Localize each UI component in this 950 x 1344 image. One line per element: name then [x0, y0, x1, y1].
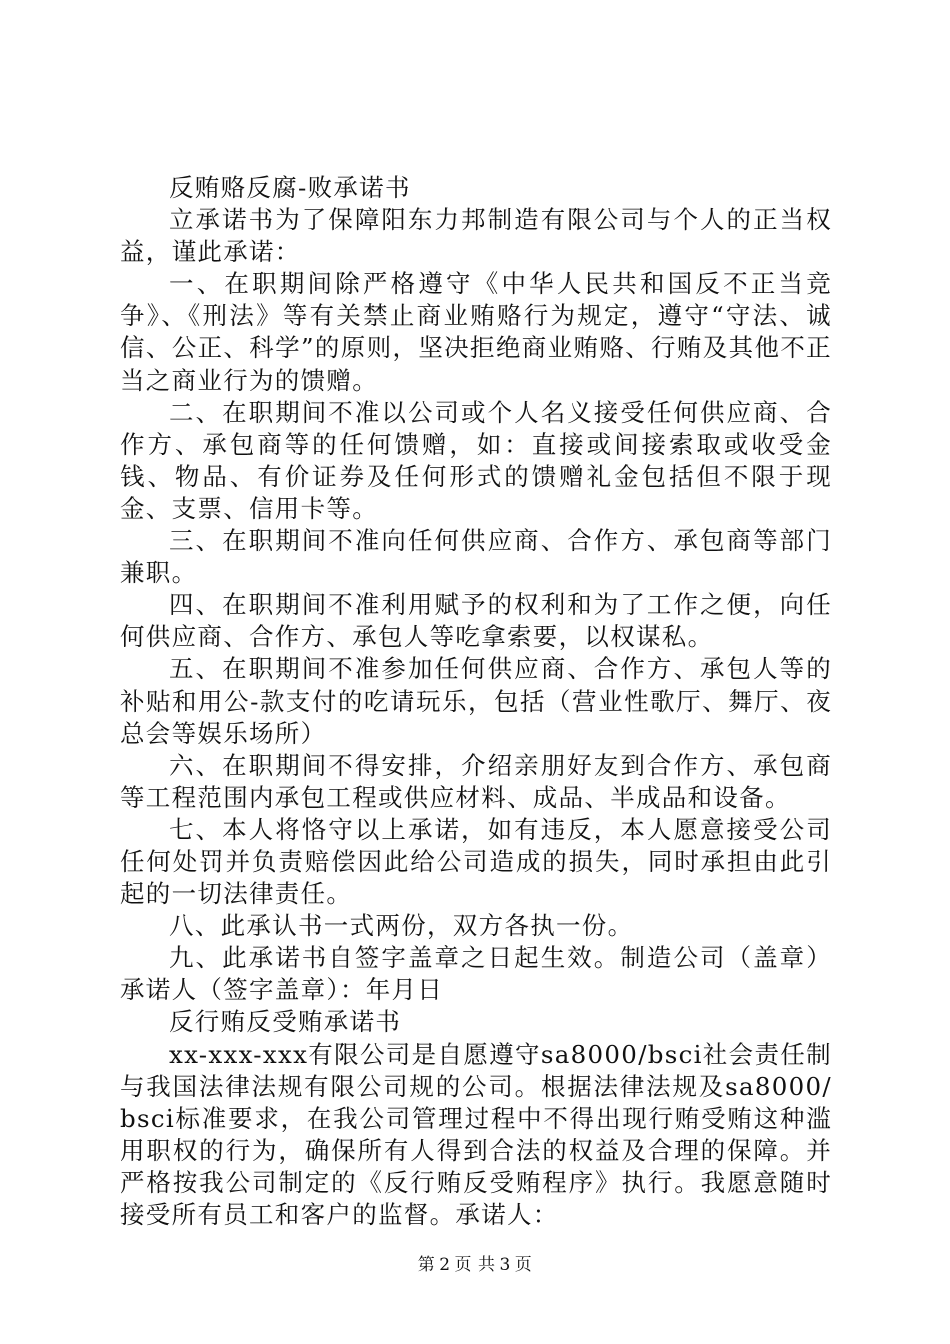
clause-8: 八、此承认书一式两份，双方各执一份。	[169, 911, 634, 941]
clause-9-signature: 九、此承诺书自签字盖章之日起生效。制造公司（盖章）承诺人（签字盖章）：年月日	[120, 943, 832, 1005]
second-body: xx-xxx-xxx有限公司是自愿遵守sa8000/bsci社会责任制与我国法律法规有限公司规的公司。根据法律法规及sa8000/bsci标准要求，在我公司管理过程中不得出现行贿受贿这种滥用职权的行为，确保所有人得到合法的权益及合理的保障。并严格按我公司制定的《反行贿反受贿程序》执行。我愿意随时接受所有员工和客户的监督。承诺人：	[120, 1039, 832, 1229]
clause-4: 四、在职期间不准利用赋予的权利和为了工作之便，向任何供应商、合作方、承包人等吃拿索要，以权谋私。	[120, 590, 832, 652]
page-label-mid: 页 共	[454, 1255, 496, 1275]
clause-3: 三、在职期间不准向任何供应商、合作方、承包商等部门兼职。	[120, 526, 832, 588]
intro-paragraph: 立承诺书为了保障阳东力邦制造有限公司与个人的正当权益，谨此承诺：	[120, 205, 832, 267]
clause-6: 六、在职期间不得安排，介绍亲朋好友到合作方、承包商等工程范围内承包工程或供应材料、成品、半成品和设备。	[120, 750, 832, 812]
page-footer	[0, 1250, 950, 1275]
clause-2: 二、在职期间不准以公司或个人名义接受任何供应商、合作方、承包商等的任何馈赠，如：直接或间接索取或收受金钱、物品、有价证券及任何形式的馈赠礼金包括但不限于现金、支票、信用卡等。	[120, 397, 832, 523]
page-label-suffix: 页	[514, 1255, 533, 1275]
total-pages-number: 3	[499, 1255, 511, 1275]
document-title: 反贿赂反腐-败承诺书	[169, 173, 411, 202]
clause-5: 五、在职期间不准参加任何供应商、合作方、承包人等的补贴和用公-款支付的吃请玩乐，包括（营业性歌厅、舞厅、夜总会等娱乐场所）	[120, 654, 832, 748]
second-title: 反行贿反受贿承诺书	[169, 1007, 402, 1037]
document-body	[120, 172, 832, 1231]
clause-1: 一、在职期间除严格遵守《中华人民共和国反不正当竞争》、《刑法》等有关禁止商业贿赂行为规定，遵守“守法、诚信、公正、科学”的原则，坚决拒绝商业贿赂、行贿及其他不正当之商业行为的馈赠。	[120, 269, 832, 395]
clause-7: 七、本人将恪守以上承诺，如有违反，本人愿意接受公司任何处罚并负责赔偿因此给公司造成的损失，同时承担由此引起的一切法律责任。	[120, 814, 832, 909]
current-page-number: 2	[439, 1255, 451, 1275]
page-label-prefix: 第	[417, 1255, 436, 1275]
